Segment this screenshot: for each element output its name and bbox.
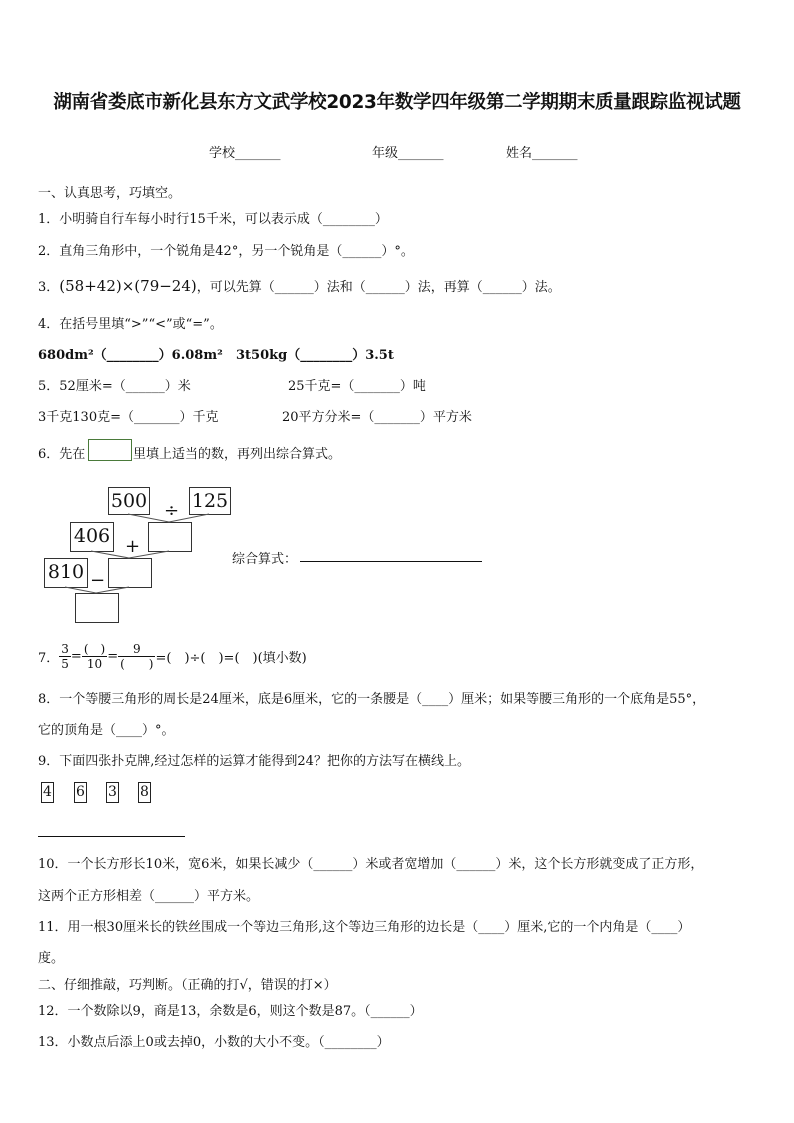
question-7-number: 7． [38,651,60,666]
poker-card-1: 4 [41,782,54,803]
fraction-numerator: 3 [61,642,69,656]
minus-sign: − [90,570,106,591]
question-5-c: 3千克130克=（_______）千克 [38,410,219,425]
fraction-denominator: 5 [61,657,69,671]
question-3-text: ，可以先算（______）法和（______）法，再算（______）法。 [196,280,561,295]
question-8-line-2: 它的顶角是（____）°。 [38,723,175,738]
section-1-heading: 一、认真思考，巧填空。 [38,186,182,201]
fraction-denominator: 10 [86,657,103,671]
question-11-line-1: 11．用一根30厘米长的铁丝围成一个等边三角形,这个等边三角形的边长是（____）厘米,它的一个内角是（____） [38,920,691,935]
question-7: 7． $\frac{3}{5}$ = $\frac{( )}{10}$ = $\frac{9}{( )}$ =( )÷( )=( )(填小数) [38,642,307,671]
question-10-line-1: 10．一个长方形长10米，宽6米，如果长减少（______）米或者宽增加（______）米，这个长方形就变成了正方形， [38,857,704,872]
question-4-a: 680dm²（________）6.08m² [38,348,223,363]
question-3-number: 3． [38,280,60,295]
question-4-stem: 4．在括号里填“>”“<”或“=”。 [38,317,223,332]
question-5-d: 20平方分米=（_______）平方米 [282,410,472,425]
fraction-9-blank [118,642,155,671]
question-5-a: 5．52厘米=（______）米 [38,379,191,394]
fraction-3-5 [59,642,71,671]
question-7-rest: =( )÷( )=( )(填小数) [155,651,307,666]
question-1: 1．小明骑自行车每小时行15千米，可以表示成（________） [38,212,388,227]
question-13: 13．小数点后添上0或去掉0，小数的大小不变。（________） [38,1035,390,1050]
page-title: 湖南省娄底市新化县东方文武学校2023年数学四年级第二学期期末质量跟踪监视试题 [53,92,741,113]
poker-card-3: 3 [106,782,119,803]
grade-field: 年级_______ [372,146,444,161]
question-6-post: 里填上适当的数，再列出综合算式。 [133,447,342,462]
fraction-denominator: ( ) [120,657,154,671]
poker-card-2: 6 [74,782,87,803]
fraction-blank-10 [82,642,107,671]
question-3-expression: (58+42)×(79−24) [59,277,197,295]
section-2-heading: 二、仔细推敲，巧判断。（正确的打√，错误的打×） [38,978,337,993]
question-6-pre: 6．先在 [38,447,86,462]
question-8-line-1: 8．一个等腰三角形的周长是24厘米，底是6厘米，它的一条腰是（____）厘米；如果等腰三角形的一个底角是55°， [38,692,706,707]
question-5-b: 25千克=（_______）吨 [288,379,426,394]
formula-answer-line[interactable] [300,561,482,562]
question-9-stem: 9．下面四张扑克牌,经过怎样的运算才能得到24？把你的方法写在横线上。 [38,754,470,769]
name-field: 姓名_______ [506,146,578,161]
box-125: 125 [189,487,231,515]
question-4-b: 3t50kg（________）3.5t [236,348,394,363]
plus-sign: + [125,536,141,557]
question-2: 2．直角三角形中，一个锐角是42°，另一个锐角是（______）°。 [38,244,414,259]
question-12: 12．一个数除以9，商是13，余数是6，则这个数是87。（______） [38,1004,423,1019]
formula-label: 综合算式： [232,552,298,567]
box-406: 406 [70,522,114,552]
question-11-line-2: 度。 [38,951,65,966]
poker-card-4: 8 [138,782,151,803]
question-10-line-2: 这两个正方形相差（______）平方米。 [38,889,260,904]
divide-sign: ÷ [164,500,180,521]
box-810: 810 [44,558,88,588]
fraction-numerator: ( ) [83,642,106,656]
school-field: 学校_______ [209,146,281,161]
box-500: 500 [108,487,150,515]
question-9-answer-line[interactable] [38,836,185,837]
fraction-numerator: 9 [118,642,155,657]
